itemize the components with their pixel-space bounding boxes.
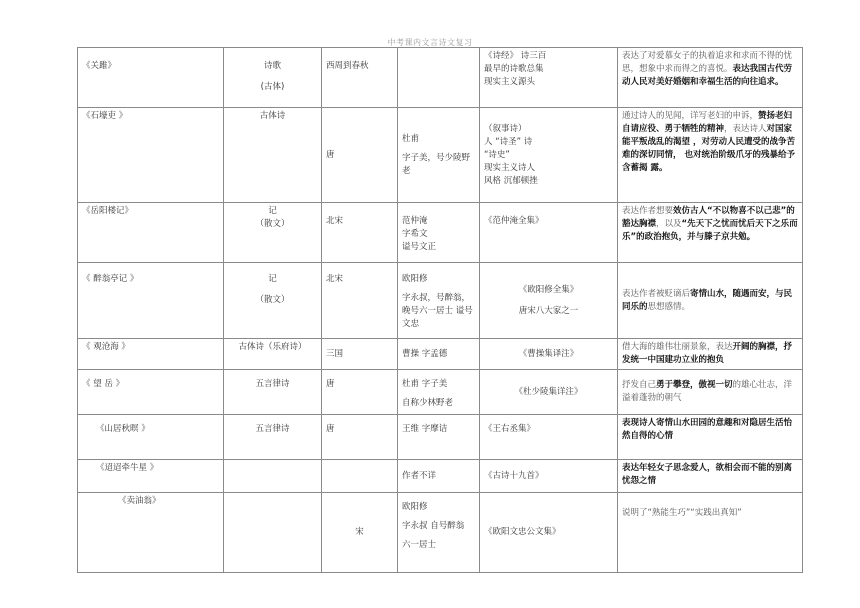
- poem-title: 《关雎》: [78, 48, 224, 108]
- author-line: 谥号文正: [402, 242, 437, 252]
- poem-author: 作者不详: [398, 460, 480, 493]
- poem-title: 《迢迢牵牛星 》: [78, 460, 224, 493]
- genre-line: 记: [268, 274, 277, 284]
- theme-text: ，表达诗人: [724, 124, 767, 134]
- poem-title: 《 醉翁亭记 》: [78, 263, 224, 339]
- author-line: 字希文: [402, 229, 428, 239]
- genre-line: 记: [268, 206, 277, 216]
- theme-emphasis: 表现诗人寄情山水田园的意趣和对隐居生活怡然自得的心情: [622, 418, 793, 441]
- theme-text: ，以及: [656, 219, 682, 229]
- author-line: 杜甫 字子美: [402, 379, 448, 389]
- poem-genre: 古体诗: [224, 108, 322, 203]
- page-header: 中考课内文言诗文复习: [387, 38, 473, 47]
- theme-text: 通过诗人的见闻，详写老妇的申诉，: [622, 111, 759, 121]
- genre-sub-line: (古体): [260, 82, 285, 92]
- poem-theme: [618, 203, 803, 263]
- poem-genre: 五言律诗: [224, 415, 322, 460]
- poem-author: 王维 字摩诘: [398, 415, 480, 460]
- poem-work: 《欧阳文忠公文集》: [480, 493, 618, 573]
- poem-theme: [618, 493, 803, 573]
- theme-emphasis: 寄情山水，随遇而安，与民同乐的: [622, 288, 793, 312]
- poem-genre: [224, 493, 322, 573]
- poem-work: 《杜少陵集详注》: [480, 370, 618, 415]
- theme-emphasis: 勇于攀登，傲视一切: [656, 380, 733, 390]
- genre-sub-line: （散文）: [255, 295, 290, 305]
- poem-author: [398, 370, 480, 415]
- table-row: [78, 460, 803, 493]
- theme-text: 思想感情。: [647, 301, 691, 312]
- poem-era: 唐: [322, 415, 398, 460]
- theme-text: 表达了对爱慕女子的执着追求和求而不得的忧思，想象中求而得之的喜悦。: [622, 51, 793, 74]
- poem-genre: [224, 203, 322, 263]
- author-line: 自称少林野老: [402, 398, 454, 408]
- poem-review-table: [77, 47, 803, 573]
- author-line: 六一居士: [402, 540, 437, 550]
- poem-genre: [224, 263, 322, 339]
- theme-text: 说明了“熟能生巧”“实践出真知”: [622, 508, 742, 518]
- author-line: 字永叔，号醉翁，晚号六一居士 谥号文忠: [402, 293, 473, 329]
- poem-title: 《岳阳楼记》: [78, 203, 224, 263]
- poem-title: 《山居秋暝 》: [78, 415, 224, 460]
- theme-text: 借大海的雄伟壮丽景象，表达: [622, 342, 733, 352]
- poem-theme: [618, 339, 803, 370]
- author-line: 欧阳修: [402, 274, 428, 284]
- table-row: [78, 370, 803, 415]
- author-line: 杜甫: [402, 133, 420, 144]
- theme-text: 表达作者被贬谪后: [622, 288, 691, 299]
- poem-era: 唐: [322, 108, 398, 203]
- theme-emphasis: 表达年轻女子思念爱人，欲相会而不能的别离忧怨之情: [622, 463, 793, 486]
- author-line: 字永叔 自号醉翁: [402, 521, 465, 531]
- genre-sub-line: （散文）: [255, 219, 290, 229]
- work-line: 现实主义源头: [484, 77, 536, 87]
- table-row: [78, 339, 803, 370]
- poem-theme: [618, 370, 803, 415]
- poem-theme: [618, 460, 803, 493]
- poem-work: 《范仲淹全集》: [480, 203, 618, 263]
- poem-era: 北宋: [322, 263, 398, 339]
- author-line: 范仲淹: [402, 216, 428, 226]
- theme-emphasis: 对国家能平叛战乱的渴望 ，对劳动人民遭受的战争苦难的深切同情， 也对统治阶级爪牙的残暴给予含蓄揭 露。: [622, 124, 795, 173]
- poem-theme: [618, 48, 803, 108]
- poem-genre: [224, 460, 322, 493]
- poem-title: 《石壕吏 》: [78, 108, 224, 203]
- table-row: [78, 493, 803, 573]
- theme-emphasis: 开阔的胸襟，抒发统一中国建功立业的抱负: [622, 342, 793, 365]
- work-line: 风格 沉郁顿挫: [484, 175, 538, 186]
- poem-theme: [618, 415, 803, 460]
- work-line: 《诗经》 诗三百: [484, 51, 547, 61]
- poem-author: [398, 493, 480, 573]
- work-line: 《欧阳修全集》: [518, 284, 579, 295]
- poem-theme: [618, 263, 803, 339]
- poem-work: 《曹操集译注》: [480, 339, 618, 370]
- table-row: [78, 48, 803, 108]
- theme-text: 抒发自己: [622, 380, 657, 390]
- theme-text: 的雄心壮志，洋溢着蓬勃的朝气: [622, 380, 793, 403]
- work-line: （叙事诗）: [484, 123, 527, 134]
- work-line: 人 “诗圣” 诗: [484, 136, 533, 147]
- poem-era: 西周到春秋: [322, 48, 398, 108]
- poem-work: [480, 48, 618, 108]
- poem-title: 《 观沧海 》: [78, 339, 224, 370]
- work-line: 现实主义诗人: [484, 162, 536, 173]
- poem-author: [398, 48, 480, 108]
- author-line: 欧阳修: [402, 502, 428, 512]
- work-line: 唐宋八大家之一: [518, 305, 579, 316]
- author-line: 字子美，号少陵野老: [402, 152, 471, 176]
- work-line: “诗史”: [484, 149, 510, 160]
- theme-emphasis: “先天下之忧而忧后天下之乐而乐”的政治抱负，并与滕子京共勉。: [622, 219, 798, 242]
- poem-era: 宋: [322, 493, 398, 573]
- poem-title: 《卖油翁》: [78, 493, 224, 573]
- theme-emphasis: 赞扬老妇自请应役、勇于牺牲的精神: [622, 111, 793, 134]
- poem-author: [398, 263, 480, 339]
- poem-era: 唐: [322, 370, 398, 415]
- poem-era: [322, 460, 398, 493]
- poem-work: 《古诗十九首》: [480, 460, 618, 493]
- poem-author: [398, 108, 480, 203]
- genre-line: 诗歌: [263, 61, 281, 71]
- poem-author: 曹操 字孟德: [398, 339, 480, 370]
- poem-genre: 古体诗（乐府诗）: [224, 339, 322, 370]
- poem-genre: [224, 48, 322, 108]
- table-row: [78, 203, 803, 263]
- poem-work: 《王右丞集》: [480, 415, 618, 460]
- poem-era: 三国: [322, 339, 398, 370]
- theme-text: 表达作者想要: [622, 206, 674, 216]
- poem-theme: [618, 108, 803, 203]
- poem-work: [480, 263, 618, 339]
- poem-work: [480, 108, 618, 203]
- theme-emphasis: 效仿古人“不以物喜不以己悲”的豁达胸襟: [622, 206, 795, 229]
- poem-era: 北宋: [322, 203, 398, 263]
- theme-emphasis: 表达我国古代劳动人民对美好婚姻和幸福生活的向往追求。: [622, 64, 793, 87]
- poem-author: [398, 203, 480, 263]
- work-line: 最早的诗歌总集: [484, 64, 544, 74]
- poem-title: 《 望 岳 》: [78, 370, 224, 415]
- table-row: [78, 108, 803, 203]
- table-row: [78, 263, 803, 339]
- table-row: [78, 415, 803, 460]
- poem-genre: 五言律诗: [224, 370, 322, 415]
